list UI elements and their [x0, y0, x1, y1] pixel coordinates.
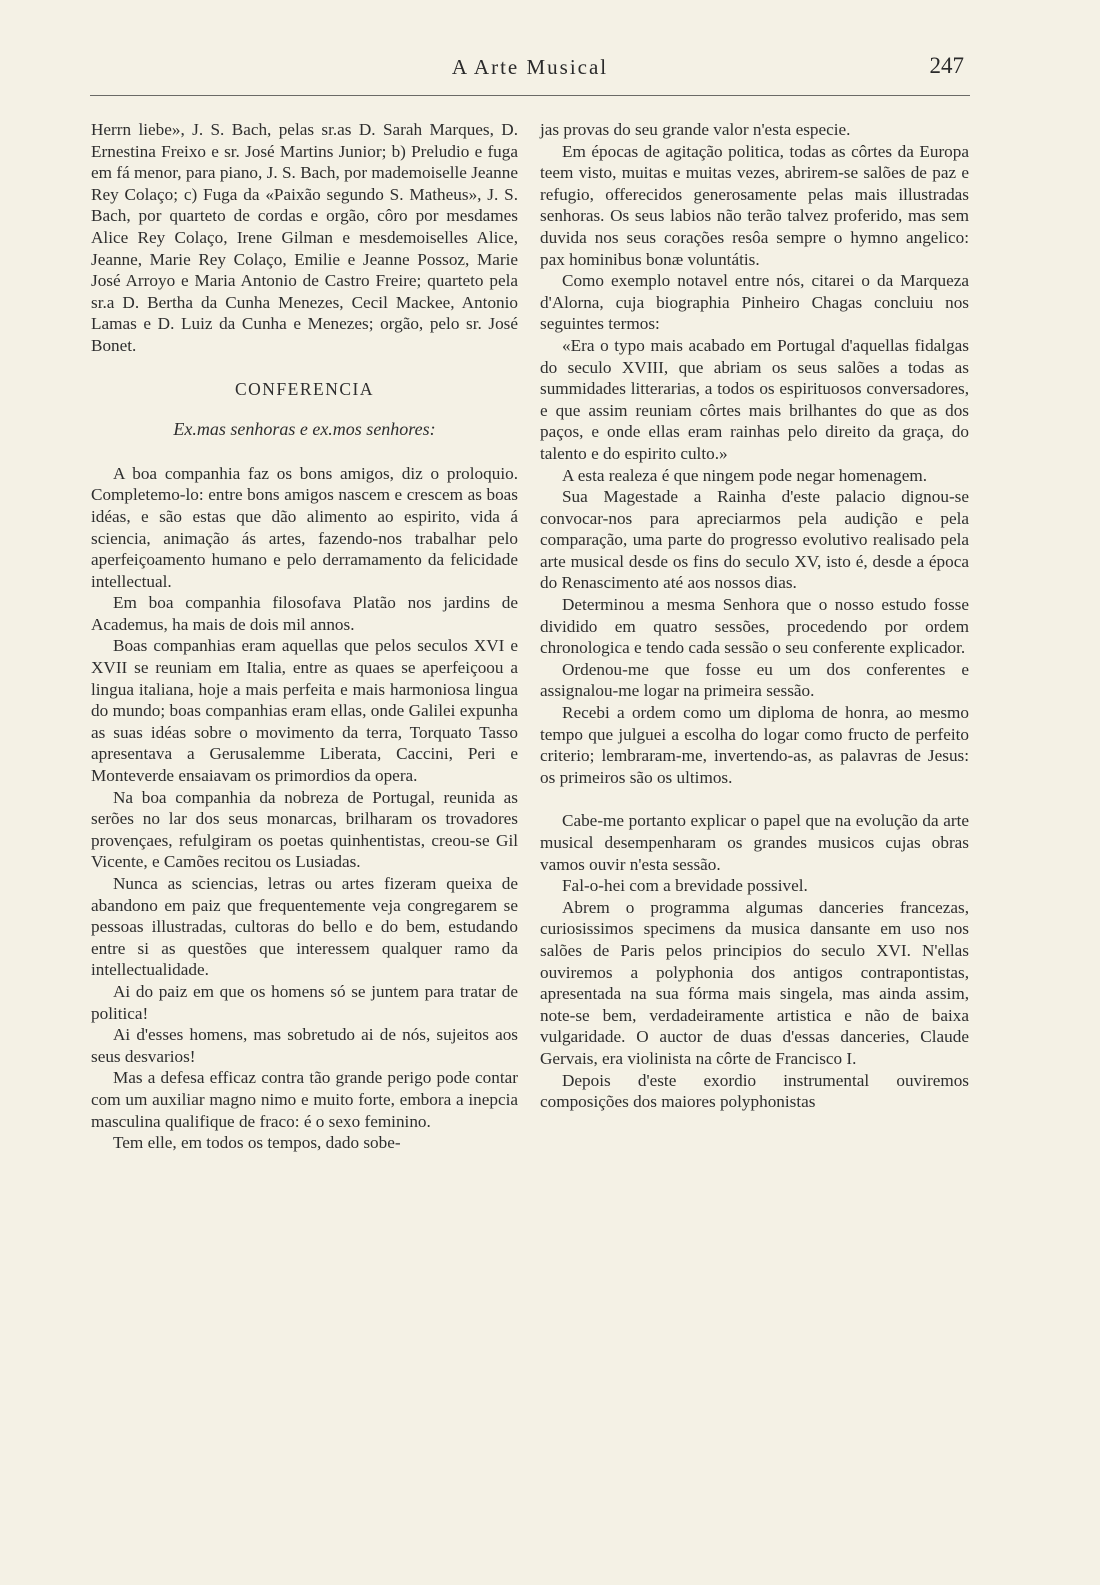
- paragraph: jas provas do seu grande valor n'esta especie.: [540, 120, 851, 139]
- paragraph: Depois d'este exordio instrumental ouviremos composições dos maiores polyphonistas: [540, 1070, 969, 1112]
- salutation: Ex.mas senhoras e ex.mos senhores:: [173, 419, 436, 440]
- right-column: [540, 119, 969, 1113]
- paragraph: Abrem o programma algumas danceries francezas, curiosissimos specimens da musica dansante em uso nos salões de Paris pelos principios do seculo XVI. N'ellas ouviremos a polyphonia dos antigos contrapontistas, apresentada na sua fórma mais singela, mas ainda assim, note-se bem, verdadeiramente artistica e não de baixa vulgaridade. O auctor de duas d'essas danceries, Claude Gervais, era violinista na côrte de Francisco I.: [540, 897, 969, 1068]
- paragraph: A esta realeza é que ningem pode negar homenagem.: [562, 465, 928, 485]
- paragraph: Determinou a mesma Senhora que o nosso estudo fosse dividido em quatro sessões, procedendo por ordem chronologica e tendo cada sessão o seu conferente explicador.: [540, 595, 969, 658]
- paragraph: A boa companhia faz os bons amigos, diz o proloquio. Completemo-lo: entre bons amigos nascem e crescem as boas idéas, e são estas que dão alimento ao espirito, vida á sciencia, animação ás artes, fazendo-nos trabalhar pelo aperfeiçoamento humano e pelo derramamento da felicidade intellectual.: [91, 463, 518, 591]
- paragraph: Herrn liebe», J. S. Bach, pelas sr.as D. Sarah Marques, D. Ernestina Freixo e sr. José Martins Junior; b) Preludio e fuga em fá menor, para piano, J. S. Bach, por mademoiselle Jeanne Rey Colaço; c) Fuga da «Paixão segundo S. Matheus», J. S. Bach, por quarteto de cordas e orgão, côro por mesdames Alice Rey Colaço, Irene Gilman e mesdemoiselles Alice, Jeanne, Marie Rey Colaço, Emilie e Jeanne Possoz, Marie José Arroyo e Maria Antonio de Castro Freire; quarteto pela sr.a D. Bertha da Cunha Menezes, Cecil Mackee, Antonio Lamas e D. Luiz da Cunha e Menezes; orgão, pelo sr. José Bonet.: [91, 120, 518, 355]
- paragraph: Em boa companhia filosofava Platão nos jardins de Academus, ha mais de dois mil annos.: [91, 593, 518, 634]
- paragraph-spacer: [540, 788, 969, 810]
- paragraph: «Era o typo mais acabado em Portugal d'aquellas fidalgas do seculo XVIII, que abriam os seus salões a todas as summidades litterarias, a todos os espirituosos conversadores, e que assim reuniam côrtes mais brilhantes do que as dos paços, e onde ellas eram rainhas pelo direito da graça, do talento e do espirito culto.»: [540, 335, 969, 463]
- paragraph: Nunca as sciencias, letras ou artes fizeram queixa de abandono em paiz que frequentemente veja congregarem se pessoas illustradas, cultoras do bello e do bem, estudando entre si as questões que interessem qualquer ramo da intellectualidade.: [91, 874, 518, 980]
- page-header: [90, 55, 970, 95]
- running-title: A Arte Musical: [451, 55, 609, 79]
- paragraph: Tem elle, em todos os tempos, dado sobe-: [113, 1133, 401, 1153]
- paragraph: Fal-o-hei com a brevidade possivel.: [562, 876, 808, 896]
- left-column: [91, 119, 518, 1154]
- paragraph: Mas a defesa efficaz contra tão grande perigo pode contar com um auxiliar magno nimo e muito forte, embora a inepcia masculina qualifique de fraco: é o sexo feminino.: [91, 1068, 518, 1131]
- paragraph: Cabe-me portanto explicar o papel que na evolução da arte musical desempenharam os grandes musicos cujas obras vamos ouvir n'esta sessão.: [540, 811, 969, 874]
- paragraph: Na boa companhia da nobreza de Portugal, reunida as serões no lar dos seus monarcas, brilharam os trovadores provençaes, refulgiram os poetas quinhentistas, creou-se Gil Vicente, e Camões recitou os Lusiadas.: [91, 787, 518, 872]
- section-heading: CONFERENCIA: [234, 378, 374, 399]
- paragraph: Recebi a ordem como um diploma de honra, ao mesmo tempo que julguei a escolha do logar como fructo de perfeito criterio; lembraram-me, invertendo-as, as palavras de Jesus: os primeiros são os ultimos.: [540, 703, 969, 787]
- paragraph: Como exemplo notavel entre nós, citarei o da Marqueza d'Alorna, cuja biographia Pinheiro Chagas concluiu nos seguintes termos:: [540, 271, 969, 334]
- paragraph: Sua Magestade a Rainha d'este palacio dignou-se convocar-nos para apreciarmos pela audição e pela comparação, uma parte do progresso evolutivo realisado pela arte musical desde os fins do seculo XV, isto é, desde a época do Renascimento até aos nossos dias.: [540, 487, 969, 593]
- paragraph: Boas companhias eram aquellas que pelos seculos XVI e XVII se reuniam em Italia, entre as quaes se aperfeiçoou a lingua italiana, hoje a mais perfeita e mais harmoniosa lingua do mundo; boas companhias eram ellas, onde Galilei expunha as suas idéas sobre o movimento da terra, Torquato Tasso apresentava a Gerusalemme Liberata, Caccini, Peri e Monteverde ensaiavam os primordios da opera.: [91, 636, 518, 786]
- paragraph: Em épocas de agitação politica, todas as côrtes da Europa teem visto, muitas e muitas vezes, abrirem-se salões de paz e refugio, offerecidos generosamente pelas mais illustradas senhoras. Os seus labios não terão talvez proferido, mas sem duvida nos seus corações resôa sempre o hymno angelico: pax hominibus bonæ voluntátis.: [540, 141, 969, 269]
- paragraph: Ordenou-me que fosse eu um dos conferentes e assignalou-me logar na primeira sessão.: [540, 659, 969, 701]
- header-rule: [90, 95, 970, 96]
- page-number: 247: [929, 53, 964, 78]
- paragraph: Ai d'esses homens, mas sobretudo ai de nós, sujeitos aos seus desvarios!: [91, 1025, 518, 1066]
- paragraph: Ai do paiz em que os homens só se juntem para tratar de politica!: [91, 981, 518, 1023]
